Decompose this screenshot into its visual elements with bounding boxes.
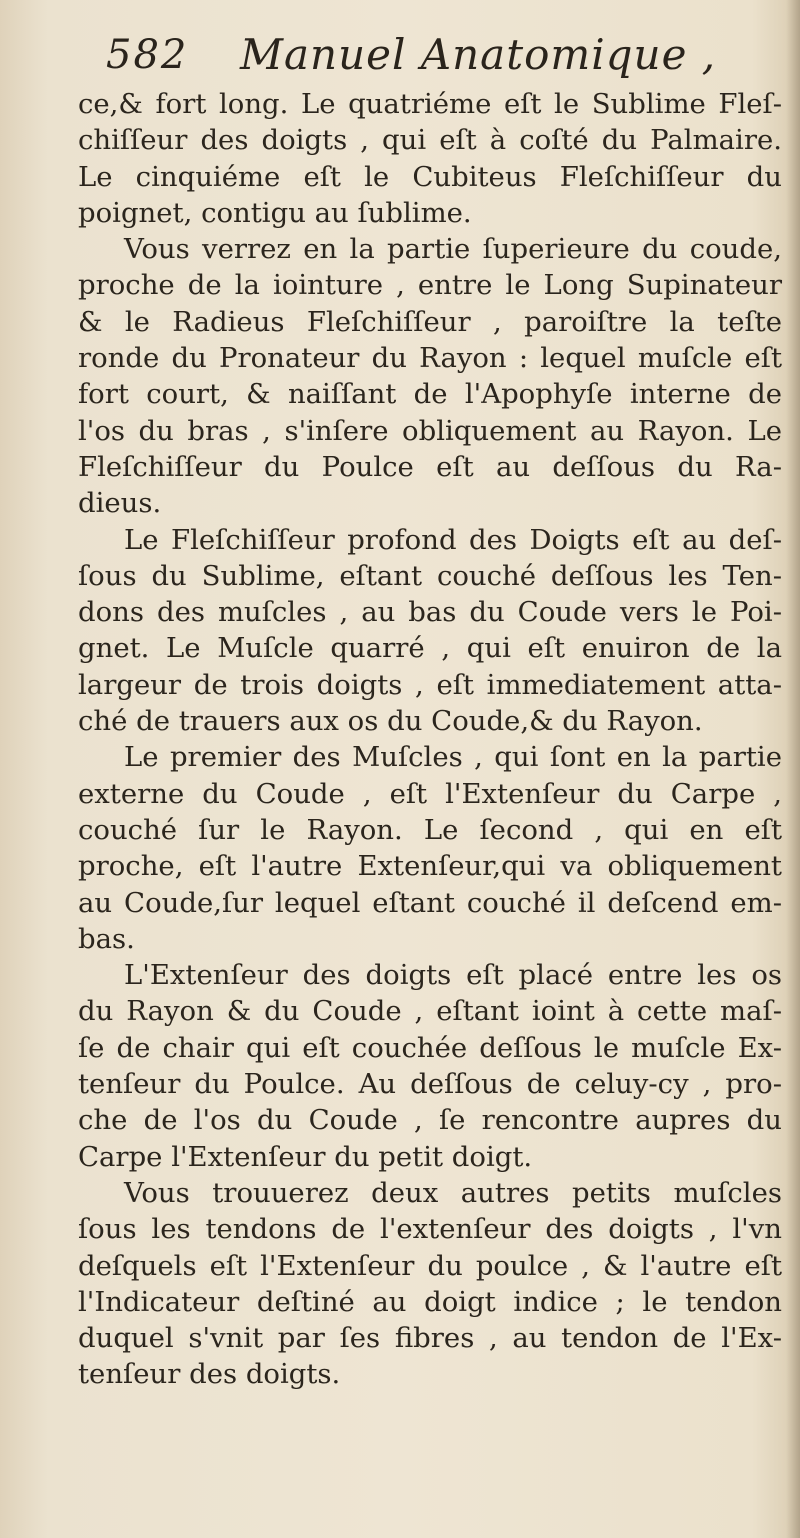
text-line: ſous les tendons de l'extenſeur des doigts , l'vn xyxy=(78,1213,782,1246)
text-line: Vous verrez en la partie ſuperieure du coude, xyxy=(124,233,782,266)
text-line: & le Radieus Fleſchiſſeur , paroiſtre la teſte xyxy=(78,305,782,338)
text-line: largeur de trois doigts , eſt immediatement atta- xyxy=(78,668,782,701)
running-head: Manuel Anatomique , xyxy=(240,30,717,79)
text-line: ce,& fort long. Le quatriéme eſt le Sublime Fleſ- xyxy=(78,88,782,120)
text-line: ſe de chair qui eſt couchée deſſous le muſcle Ex- xyxy=(78,1031,782,1064)
text-line: gnet. Le Muſcle quarré , qui eſt enuiron de la xyxy=(78,632,782,665)
text-line: Fleſchiſſeur du Poulce eſt au deſſous du Ra- xyxy=(78,450,782,483)
text-line: dieus. xyxy=(78,487,162,520)
text-line: Vous trouuerez deux autres petits muſcles xyxy=(124,1176,782,1209)
text-line: che de l'os du Coude , ſe rencontre aupres du xyxy=(78,1104,782,1137)
text-line: fort court, & naiſſant de l'Apophyſe interne de xyxy=(78,378,782,411)
page-header xyxy=(100,28,740,88)
text-line: ché de trauers aux os du Coude,& du Rayon. xyxy=(78,705,703,738)
text-line: deſquels eſt l'Extenſeur du poulce , & l'autre eſt xyxy=(78,1249,782,1282)
text-line: L'Extenſeur des doigts eſt placé entre les os xyxy=(124,959,782,992)
text-line: externe du Coude , eſt l'Extenſeur du Carpe , xyxy=(78,777,782,810)
text-line: proche de la iointure , entre le Long Supinateur xyxy=(78,269,782,302)
text-line: proche, eſt l'autre Extenſeur,qui va obliquement xyxy=(78,850,782,883)
text-line: poignet, contigu au ſublime. xyxy=(78,196,472,229)
text-line: tenſeur des doigts. xyxy=(78,1358,341,1391)
body-text xyxy=(78,86,782,1393)
text-line: dons des muſcles , au bas du Coude vers le Poi- xyxy=(78,596,782,629)
text-line: ſous du Sublime, eſtant couché deſſous les Ten- xyxy=(78,559,782,592)
text-line: tenſeur du Poulce. Au deſſous de celuy-cy , pro- xyxy=(78,1068,782,1101)
text-line: duquel s'vnit par ſes fibres , au tendon de l'Ex- xyxy=(78,1322,782,1355)
text-line: du Rayon & du Coude , eſtant ioint à cette maſ- xyxy=(78,995,782,1028)
text-line: Le Fleſchiſſeur profond des Doigts eſt au deſ- xyxy=(124,523,782,556)
text-line: Le premier des Muſcles , qui ſont en la partie xyxy=(124,741,782,774)
page-edge-shadow xyxy=(786,0,800,1538)
text-line: couché ſur le Rayon. Le ſecond , qui en eſt xyxy=(78,813,782,846)
text-line: ronde du Pronateur du Rayon : lequel muſcle eſt xyxy=(78,342,782,375)
text-line: chiſſeur des doigts , qui eſt à coſté du Palmaire. xyxy=(78,124,782,157)
text-line: Carpe l'Extenſeur du petit doigt. xyxy=(78,1140,533,1173)
text-line: au Coude,ſur lequel eſtant couché il deſcend em- xyxy=(78,886,782,919)
text-line: bas. xyxy=(78,922,135,955)
text-line: l'Indicateur deſtiné au doigt indice ; le tendon xyxy=(78,1285,782,1318)
text-line: Le cinquiéme eſt le Cubiteus Fleſchiſſeur du xyxy=(78,160,782,193)
page-number: 582 xyxy=(106,32,189,78)
text-line: l'os du bras , s'inſere obliquement au Rayon. Le xyxy=(78,414,782,447)
